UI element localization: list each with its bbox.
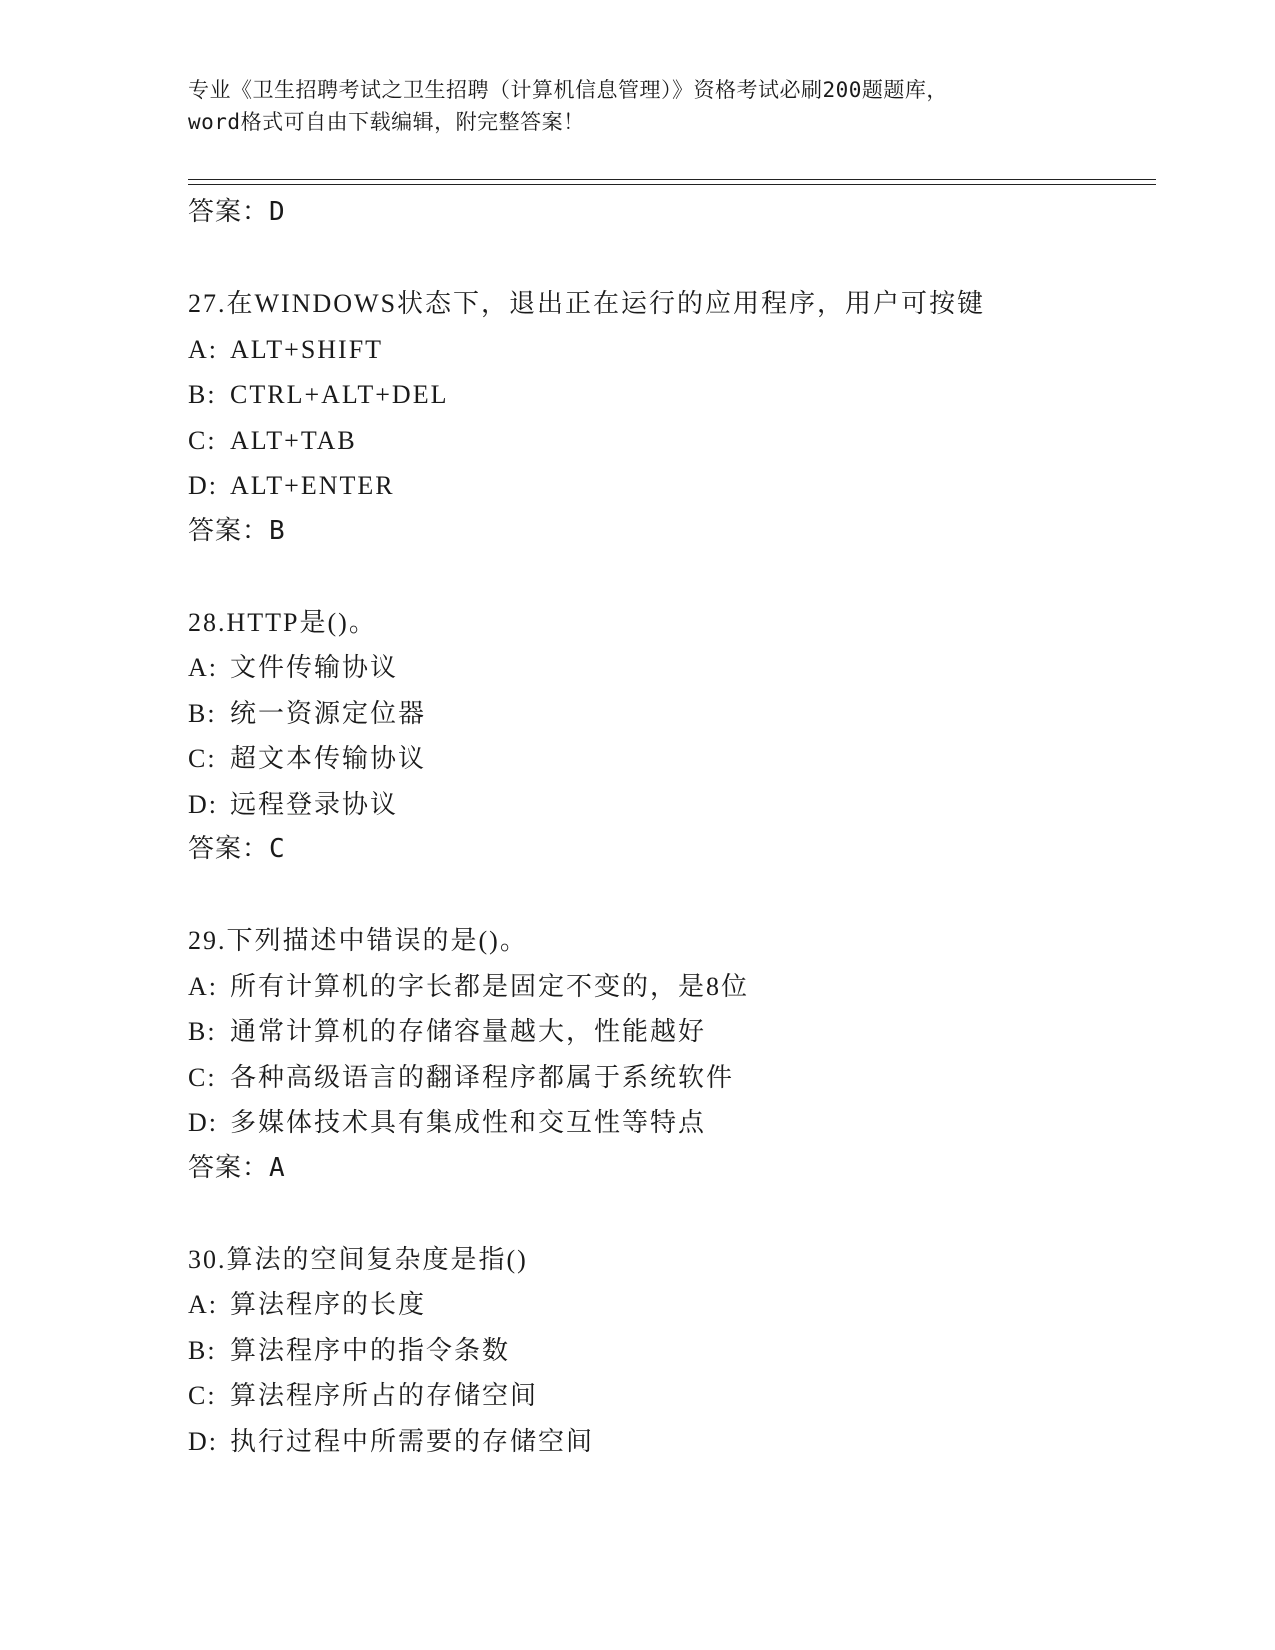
- option-text: ALT+ENTER: [230, 471, 395, 500]
- option-b: [188, 1009, 1156, 1055]
- option-key: A:: [188, 334, 218, 364]
- spacer: [188, 554, 1156, 600]
- answer-line: 答案：A: [188, 1152, 286, 1183]
- option-key: D:: [188, 1426, 218, 1456]
- spacer: [188, 236, 1156, 282]
- option-key: D:: [188, 471, 218, 500]
- option-text: 多媒体技术具有集成性和交互性等特点: [230, 1108, 707, 1137]
- option-key: D:: [188, 789, 218, 819]
- question-stem: 28.HTTP是()。: [188, 607, 377, 637]
- question-stem: 30.算法的空间复杂度是指(): [188, 1244, 528, 1274]
- option-d: [188, 782, 1156, 828]
- option-key: B:: [188, 698, 217, 728]
- question-block: [188, 1237, 1156, 1465]
- option-key: C:: [188, 425, 217, 455]
- option-text: 算法程序中的指令条数: [230, 1335, 511, 1365]
- option-d: [188, 463, 1156, 509]
- question-block: [188, 600, 1156, 873]
- header-line-2: word格式可自由下载编辑，附完整答案！: [188, 110, 585, 134]
- option-key: B:: [188, 1335, 217, 1365]
- option-c: [188, 736, 1156, 782]
- spacer: [188, 1191, 1156, 1237]
- option-text: 各种高级语言的翻译程序都属于系统软件: [230, 1062, 735, 1092]
- option-key: B:: [188, 380, 217, 409]
- question-block: [188, 281, 1156, 554]
- option-a: [188, 1282, 1156, 1328]
- spacer: [188, 873, 1156, 919]
- option-key: C:: [188, 744, 217, 773]
- option-d: [188, 1419, 1156, 1465]
- option-text: ALT+SHIFT: [230, 334, 384, 364]
- option-key: B:: [188, 1017, 217, 1046]
- header-line-1: 专业《卫生招聘考试之卫生招聘（计算机信息管理）》资格考试必刷200题题库，: [188, 78, 948, 102]
- question-content: [188, 190, 1156, 1464]
- option-b: [188, 1328, 1156, 1374]
- option-text: 所有计算机的字长都是固定不变的，是8位: [230, 971, 750, 1001]
- option-text: 通常计算机的存储容量越大，性能越好: [230, 1017, 707, 1046]
- option-b: [188, 372, 1156, 418]
- option-key: A:: [188, 971, 218, 1001]
- option-text: 超文本传输协议: [230, 744, 427, 773]
- question-stem: 27.在WINDOWS状态下，退出正在运行的应用程序，用户可按键: [188, 289, 986, 318]
- option-key: C:: [188, 1062, 217, 1092]
- option-c: [188, 418, 1156, 464]
- option-d: [188, 1100, 1156, 1146]
- option-key: A:: [188, 1290, 218, 1319]
- option-key: D:: [188, 1108, 218, 1137]
- option-b: [188, 691, 1156, 737]
- answer-line: 答案：C: [188, 834, 286, 864]
- answer-line: 答案：B: [188, 515, 286, 546]
- option-key: A:: [188, 653, 218, 682]
- option-key: C:: [188, 1381, 217, 1410]
- option-a: [188, 964, 1156, 1010]
- option-text: CTRL+ALT+DEL: [230, 380, 449, 409]
- option-text: 统一资源定位器: [230, 698, 427, 728]
- option-text: 算法程序的长度: [230, 1290, 427, 1319]
- option-a: [188, 327, 1156, 373]
- option-text: 算法程序所占的存储空间: [230, 1381, 539, 1410]
- answer-line: 答案：D: [188, 197, 286, 227]
- option-text: 远程登录协议: [230, 789, 399, 819]
- option-text: 执行过程中所需要的存储空间: [230, 1426, 595, 1456]
- header-divider-top: [188, 179, 1156, 180]
- option-c: [188, 1055, 1156, 1101]
- option-a: [188, 645, 1156, 691]
- option-text: 文件传输协议: [230, 653, 399, 682]
- option-c: [188, 1373, 1156, 1419]
- header-divider-bottom: [188, 184, 1156, 185]
- document-header: [188, 74, 1088, 138]
- question-stem: 29.下列描述中错误的是()。: [188, 926, 528, 955]
- question-block: [188, 918, 1156, 1191]
- option-text: ALT+TAB: [230, 425, 357, 455]
